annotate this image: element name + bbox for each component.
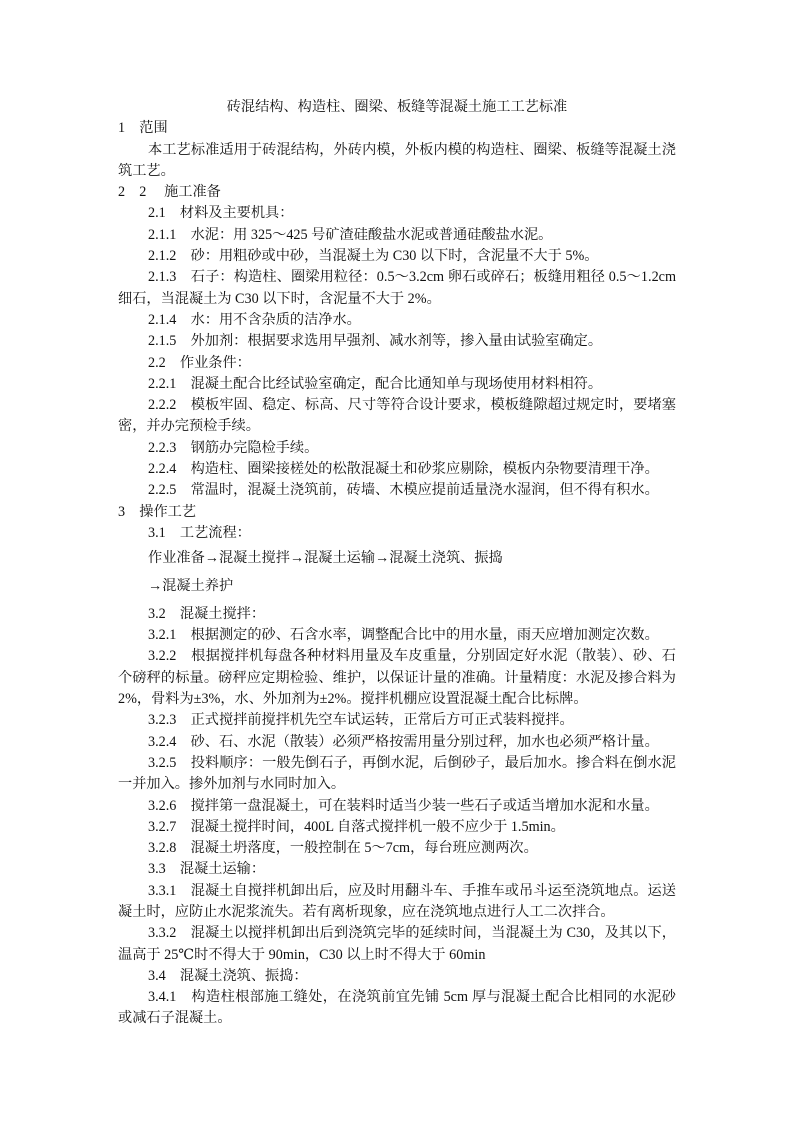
text-line: 一并加入。掺外加剂与水同时加入。 (118, 776, 346, 793)
text-line: 3.2.3 正式搅拌前搅拌机先空车试运转，正常后方可正式装料搅拌。 (148, 712, 574, 729)
text-line: 2.1.5 外加剂：根据要求选用早强剂、减水剂等，掺入量由试验室确定。 (148, 333, 603, 350)
text-line: 2.2.4 构造柱、圈梁接槎处的松散混凝土和砂浆应剔除，模板内杂物要清理干净。 (148, 461, 659, 478)
document-title: 砖混结构、构造柱、圈梁、板缝等混凝土施工工艺标准 (226, 99, 568, 115)
text-line: 温高于 25℃时不得大于 90min，C30 以上时不得大于 60min (118, 946, 486, 963)
text-line: 2.2.3 钢筋办完隐检手续。 (148, 439, 319, 456)
text-line: 密，并办完预检手续。 (118, 418, 260, 435)
text-line: 细石，当混凝土为 C30 以下时，含泥量不大于 2%。 (118, 290, 441, 307)
text-line: 2.2.5 常温时，混凝土浇筑前，砖墙、木模应提前适量浇水湿润，但不得有积水。 (148, 482, 659, 499)
text-line: 筑工艺。 (118, 162, 175, 179)
text-line: 3.1 工艺流程： (148, 524, 251, 541)
text-line: 2 2 施工准备 (118, 184, 221, 201)
text-line: 3.2.5 投料顺序：一般先倒石子，再倒水泥，后倒砂子，最后加水。掺合料在倒水泥 (148, 754, 676, 771)
text-line: 3.2.2 根据搅拌机每盘各种材料用量及车皮重量，分别固定好水泥（散装）、砂、石 (148, 648, 676, 665)
text-line: 本工艺标准适用于砖混结构，外砖内模，外板内模的构造柱、圈梁、板缝等混凝土浇 (148, 141, 676, 158)
text-line: 2%，骨料为±3%，水、外加剂为±2%。搅拌机棚应设置混凝土配合比标牌。 (118, 691, 588, 708)
text-line: 2.1.3 石子：构造柱、圈梁用粒径：0.5～3.2cm 卵石或碎石；板缝用粗径 0.5～1.2cm (148, 269, 676, 286)
text-line: 3.3.1 混凝土自搅拌机卸出后，应及时用翻斗车、手推车或吊斗运至浇筑地点。运送 (148, 882, 676, 899)
text-line: 3.2.7 混凝土搅拌时间，400L 自落式搅拌机一般不应少于 1.5min。 (148, 818, 565, 835)
text-line: 3.3 混凝土运输： (148, 861, 266, 878)
text-line: 2.1 材料及主要机具： (148, 205, 294, 222)
document-page (118, 97, 676, 1030)
text-line: 2.1.2 砂：用粗砂或中砂，当混凝土为 C30 以下时，含泥量不大于 5%。 (148, 248, 599, 265)
text-line: 3.2 混凝土搅拌： (148, 605, 266, 622)
process-flow-line: →混凝土养护 (148, 577, 234, 594)
text-line: 2.2.2 模板牢固、稳定、标高、尺寸等符合设计要求，模板缝隙超过规定时，要堵塞 (148, 397, 676, 414)
text-line: 或减石子混凝土。 (118, 1010, 232, 1027)
text-line: 3.2.6 搅拌第一盘混凝土，可在装料时适当少装一些石子或适当增加水泥和水量。 (148, 797, 659, 814)
text-line: 1 范围 (118, 120, 168, 137)
process-flow-line: 作业准备→混凝土搅拌→混凝土运输→混凝土浇筑、振捣 (148, 550, 503, 567)
text-line: 3.3.2 混凝土以搅拌机卸出后到浇筑完毕的延续时间，当混凝土为 C30，及其以下， (148, 925, 676, 942)
text-line: 2.2 作业条件： (148, 354, 251, 371)
text-line: 个磅秤的标量。磅秤应定期检验、维护，以保证计量的准确。计量精度：水泥及掺合料为 (118, 669, 676, 686)
text-line: 2.2.1 混凝土配合比经试验室确定，配合比通知单与现场使用材料相符。 (148, 375, 603, 392)
text-line: 3.2.1 根据测定的砂、石含水率，调整配合比中的用水量，雨天应增加测定次数。 (148, 627, 659, 644)
text-line: 3.4.1 构造柱根部施工缝处，在浇筑前宜先铺 5cm 厚与混凝土配合比相同的水泥砂 (148, 989, 676, 1006)
text-line: 3.2.4 砂、石、水泥（散装）必须严格按需用量分别过秤，加水也必须严格计量。 (148, 733, 659, 750)
text-line: 2.1.4 水：用不含杂质的洁净水。 (148, 311, 361, 328)
text-line: 3.4 混凝土浇筑、振捣： (148, 967, 308, 984)
text-line: 3 操作工艺 (118, 503, 197, 520)
text-line: 凝土时，应防止水泥浆流失。若有离析现象，应在浇筑地点进行人工二次拌合。 (118, 903, 615, 920)
text-line: 2.1.1 水泥：用 325～425 号矿渣硅酸盐水泥或普通硅酸盐水泥。 (148, 226, 553, 243)
text-line: 3.2.8 混凝土坍落度，一般控制在 5～7cm，每台班应测两次。 (148, 840, 538, 857)
